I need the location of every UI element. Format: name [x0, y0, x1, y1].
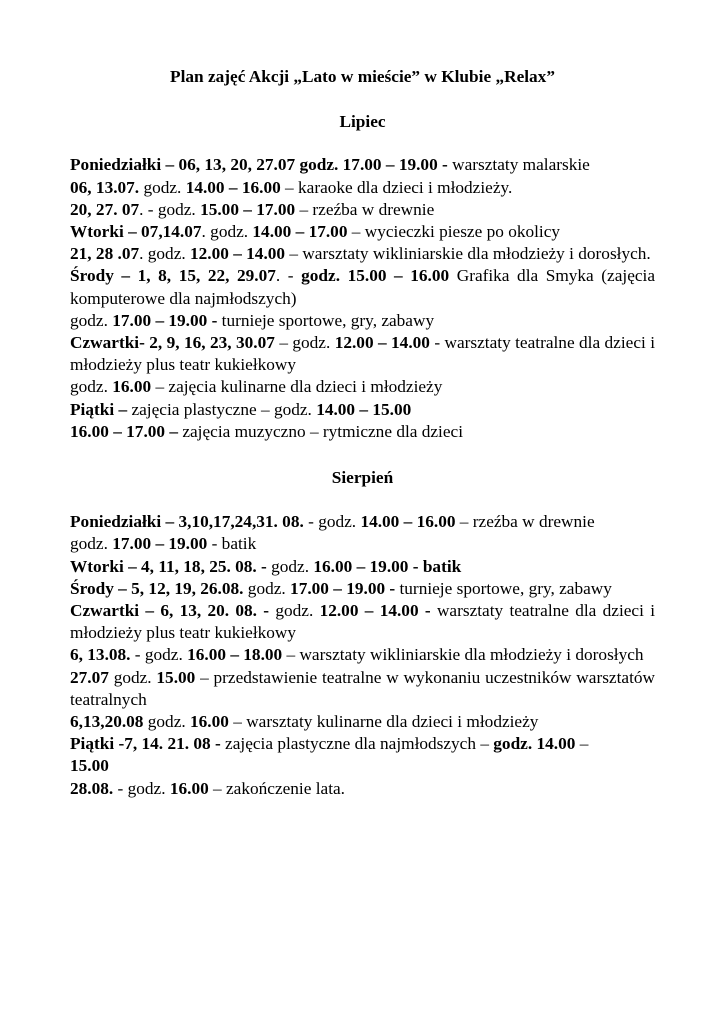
entry-text: zajęcia plastyczne dla najmłodszych –	[220, 734, 494, 754]
entry-bold-text: 16.00	[112, 377, 152, 397]
schedule-entry	[70, 332, 655, 376]
entry-text: turnieje sportowe, gry, zabawy	[217, 310, 435, 330]
entry-bold-text: Piątki –	[70, 399, 128, 419]
entry-bold-text: -	[442, 155, 448, 175]
entry-text: - godz.	[113, 778, 170, 798]
entry-text: godz.	[243, 578, 291, 598]
entry-bold-text: 15.00 – 17.00	[200, 199, 296, 219]
entry-bold-text: 16.00 – 18.00	[187, 645, 283, 665]
entry-text: . -	[275, 266, 302, 286]
entry-text: – rzeźba w drewnie	[455, 512, 595, 532]
schedule-entry	[70, 199, 655, 221]
entry-text: . - godz.	[139, 199, 201, 219]
entry-bold-text: godz. 14.00	[493, 734, 576, 754]
entry-text: godz.	[108, 667, 157, 687]
entry-bold-text: 14.00 – 16.00	[360, 512, 456, 532]
entry-bold-text: 16.00	[169, 778, 209, 798]
schedule-entry	[70, 421, 655, 443]
entry-bold-text: 15.00	[70, 756, 109, 776]
entry-text: zajęcia plastyczne – godz.	[127, 399, 317, 419]
entry-bold-text: 14.00 – 15.00	[316, 399, 412, 419]
schedule-entry	[70, 533, 655, 555]
entry-bold-text: Wtorki – 4, 11, 18, 25. 08. -	[70, 556, 267, 576]
entry-bold-text: 20, 27. 07	[70, 199, 140, 219]
entry-bold-text: Środy – 5, 12, 19, 26.08.	[70, 578, 244, 598]
schedule-entry	[70, 177, 655, 199]
entry-text: godz.	[70, 377, 113, 397]
entry-bold-text: 15.00	[156, 667, 196, 687]
entry-text: warsztaty malarskie	[447, 155, 590, 175]
schedule-entry	[70, 221, 655, 243]
entry-text: –	[575, 734, 589, 754]
entry-bold-text: 06, 13.07.	[70, 177, 140, 197]
document-page	[70, 66, 655, 800]
entry-bold-text: Wtorki – 07,14.07	[70, 222, 202, 242]
entry-text: – warsztaty wikliniarskie dla młodzieży i dorosłych.	[285, 244, 651, 264]
july-schedule	[70, 154, 655, 443]
entry-text: . godz.	[201, 222, 253, 242]
entry-bold-text: 12.00 – 14.00	[334, 333, 430, 353]
section-heading-july: Lipiec	[339, 112, 386, 132]
entry-text: – zakończenie lata.	[208, 778, 345, 798]
entry-text: godz.	[143, 712, 191, 732]
august-schedule	[70, 511, 655, 800]
entry-text: – karaoke dla dzieci i młodzieży.	[280, 177, 513, 197]
document-title: Plan zajęć Akcji „Lato w mieście” w Klubie „Relax”	[170, 67, 555, 86]
entry-text: – warsztaty wikliniarskie dla młodzieży i dorosłych	[282, 645, 644, 665]
entry-bold-text: 21, 28 .07	[70, 244, 140, 264]
entry-text: - godz.	[303, 512, 361, 532]
schedule-entry	[70, 243, 655, 265]
entry-bold-text: Czwartki- 2, 9, 16, 23, 30.07	[70, 333, 275, 353]
entry-bold-text: godz. 15.00 – 16.00	[301, 266, 450, 286]
schedule-entry	[70, 755, 655, 777]
entry-bold-text: 6, 13.08.	[70, 645, 131, 665]
entry-text: . godz.	[139, 244, 190, 264]
entry-text: – wycieczki piesze po okolicy	[347, 222, 561, 242]
schedule-entry	[70, 376, 655, 398]
entry-text: - warsztaty teatralne dla dzieci i młodzieży plus teatr kukiełkowy	[70, 333, 656, 375]
entry-bold-text: Czwartki – 6, 13, 20. 08. -	[70, 601, 270, 621]
entry-bold-text: 17.00 – 19.00 -	[112, 310, 218, 330]
schedule-entry	[70, 778, 655, 800]
section-heading-august: Sierpień	[331, 468, 394, 488]
entry-text: turnieje sportowe, gry, zabawy	[395, 578, 612, 598]
schedule-entry	[70, 578, 655, 600]
entry-bold-text: 16.00 – 17.00 –	[70, 421, 179, 441]
schedule-entry	[70, 511, 655, 533]
entry-text: godz.	[70, 310, 113, 330]
entry-text: godz.	[70, 534, 113, 554]
schedule-entry	[70, 667, 655, 711]
entry-bold-text: Poniedziałki – 3,10,17,24,31. 08.	[70, 512, 304, 532]
entry-bold-text: Środy – 1, 8, 15, 22, 29.07	[70, 266, 276, 286]
entry-bold-text: Poniedziałki – 06, 13, 20, 27.07 godz. 17.00 – 19.00	[70, 155, 438, 175]
entry-text: godz.	[269, 601, 320, 621]
entry-text: – godz.	[274, 333, 335, 353]
entry-bold-text: 12.00 – 14.00 -	[319, 601, 431, 621]
entry-bold-text: 12.00 – 14.00	[190, 244, 286, 264]
schedule-entry	[70, 265, 655, 309]
entry-text: Grafika dla Smyka (zajęcia komputerowe dla najmłodszych)	[70, 266, 656, 308]
entry-bold-text: 28.08.	[70, 778, 114, 798]
entry-bold-text: 27.07	[70, 667, 109, 687]
entry-text: godz.	[266, 556, 314, 576]
entry-bold-text: 14.00 – 17.00	[252, 222, 348, 242]
schedule-entry	[70, 644, 655, 666]
entry-bold-text: Piątki -7, 14. 21. 08 -	[70, 734, 221, 754]
entry-bold-text: 6,13,20.08	[70, 712, 144, 732]
entry-bold-text: 16.00	[190, 712, 229, 732]
entry-text: - batik	[207, 534, 257, 554]
entry-text: godz.	[139, 177, 186, 197]
entry-text: - godz.	[130, 645, 188, 665]
schedule-entry	[70, 711, 655, 733]
schedule-entry	[70, 310, 655, 332]
schedule-entry	[70, 556, 655, 578]
entry-bold-text: 17.00 – 19.00	[112, 534, 208, 554]
schedule-entry	[70, 600, 655, 644]
entry-text: – przedstawienie teatralne w wykonaniu uczestników warsztatów teatralnych	[70, 667, 655, 709]
entry-text: zajęcia muzyczno – rytmiczne dla dzieci	[178, 421, 464, 441]
entry-bold-text: 17.00 – 19.00 -	[290, 578, 396, 598]
entry-text: – rzeźba w drewnie	[295, 199, 435, 219]
entry-text: – zajęcia kulinarne dla dzieci i młodzieży	[151, 377, 443, 397]
entry-bold-text: 14.00 – 16.00	[185, 177, 281, 197]
schedule-entry	[70, 154, 655, 176]
schedule-entry	[70, 733, 655, 755]
entry-text: – warsztaty kulinarne dla dzieci i młodzieży	[228, 712, 539, 732]
entry-text: warsztaty teatralne dla dzieci i młodzieży plus teatr kukiełkowy	[70, 601, 655, 643]
entry-bold-text: 16.00 – 19.00 - batik	[313, 556, 462, 576]
schedule-entry	[70, 399, 655, 421]
